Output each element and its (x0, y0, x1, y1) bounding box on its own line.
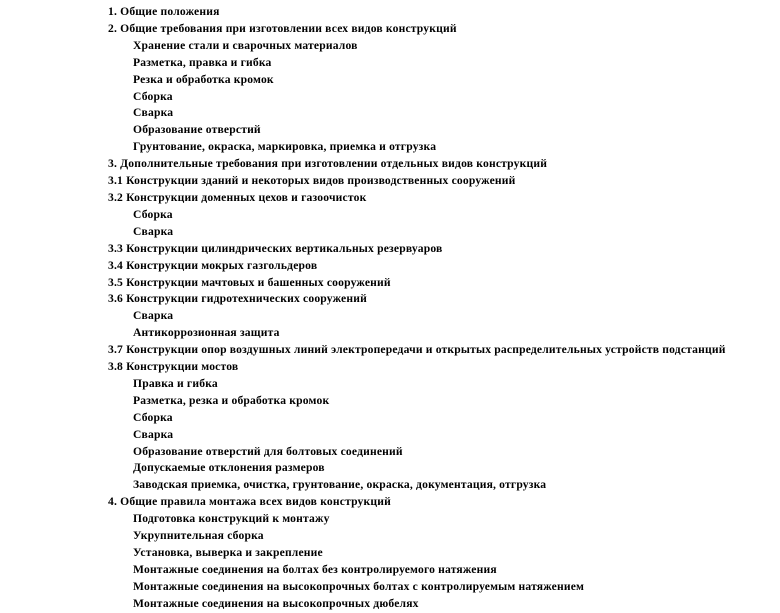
toc-entry[interactable]: 3.6 Конструкции гидротехнических сооружений (108, 292, 367, 306)
toc-entry[interactable]: 4. Общие правила монтажа всех видов конструкций (108, 495, 391, 509)
toc-entry[interactable]: 3.3 Конструкции цилиндрических вертикальных резервуаров (108, 241, 443, 255)
toc-entry[interactable]: 3.4 Конструкции мокрых газгольдеров (108, 258, 318, 272)
toc-entry[interactable]: Правка и гибка (133, 376, 218, 390)
toc-entry[interactable]: 3.1 Конструкции зданий и некоторых видов производственных сооружений (108, 174, 516, 188)
toc-entry[interactable]: 3.2 Конструкции доменных цехов и газоочисток (108, 190, 367, 204)
toc-entry[interactable]: Сварка (133, 224, 174, 238)
toc-entry[interactable]: 3. Дополнительные требования при изготовлении отдельных видов конструкций (108, 157, 548, 171)
toc-entry[interactable]: Сварка (133, 106, 174, 120)
toc-entry[interactable]: Допускаемые отклонения размеров (133, 461, 325, 475)
table-of-contents-list (108, 4, 772, 613)
toc-entry[interactable]: 3.8 Конструкции мостов (108, 360, 239, 374)
toc-entry[interactable]: Сварка (133, 309, 174, 323)
toc-entry[interactable]: 1. Общие положения (108, 5, 220, 18)
toc-entry[interactable]: Монтажные соединения на болтах без контролируемого натяжения (133, 562, 497, 576)
toc-entry[interactable]: Подготовка конструкций к монтажу (133, 512, 330, 526)
toc-entry[interactable]: Сборка (133, 89, 173, 103)
toc-entry[interactable]: Укрупнительная сборка (133, 529, 264, 543)
toc-entry[interactable]: Установка, выверка и закрепление (133, 546, 323, 559)
toc-entry[interactable]: Заводская приемка, очистка, грунтование, окраска, документация, отгрузка (133, 478, 547, 492)
toc-entry[interactable]: Разметка, правка и гибка (133, 55, 272, 69)
toc-entry[interactable]: Грунтование, окраска, маркировка, приемка и отгрузка (133, 140, 437, 154)
toc-entry[interactable]: Резка и обработка кромок (133, 72, 274, 86)
toc-entry[interactable]: 2. Общие требования при изготовлении всех видов конструкций (108, 21, 457, 35)
toc-entry[interactable]: Сварка (133, 427, 174, 441)
toc-entry[interactable]: Сборка (133, 207, 173, 221)
toc-entry[interactable]: Образование отверстий для болтовых соединений (133, 444, 403, 458)
toc-entry[interactable]: Образование отверстий (133, 123, 261, 137)
toc-entry[interactable]: Хранение стали и сварочных материалов (133, 38, 358, 52)
toc-entry[interactable]: Монтажные соединения на высокопрочных болтах с контролируемым натяжением (133, 579, 585, 593)
toc-entry[interactable]: 3.7 Конструкции опор воздушных линий электропередачи и открытых распределительных устройств подстанций (108, 343, 726, 357)
toc-entry[interactable]: Сборка (133, 410, 173, 424)
toc-entry[interactable]: Антикоррозионная защита (133, 326, 280, 340)
toc-entry[interactable]: 3.5 Конструкции мачтовых и башенных сооружений (108, 275, 391, 289)
toc-entry[interactable]: Разметка, резка и обработка кромок (133, 393, 330, 407)
toc-entry[interactable]: Монтажные соединения на высокопрочных дюбелях (133, 596, 419, 610)
